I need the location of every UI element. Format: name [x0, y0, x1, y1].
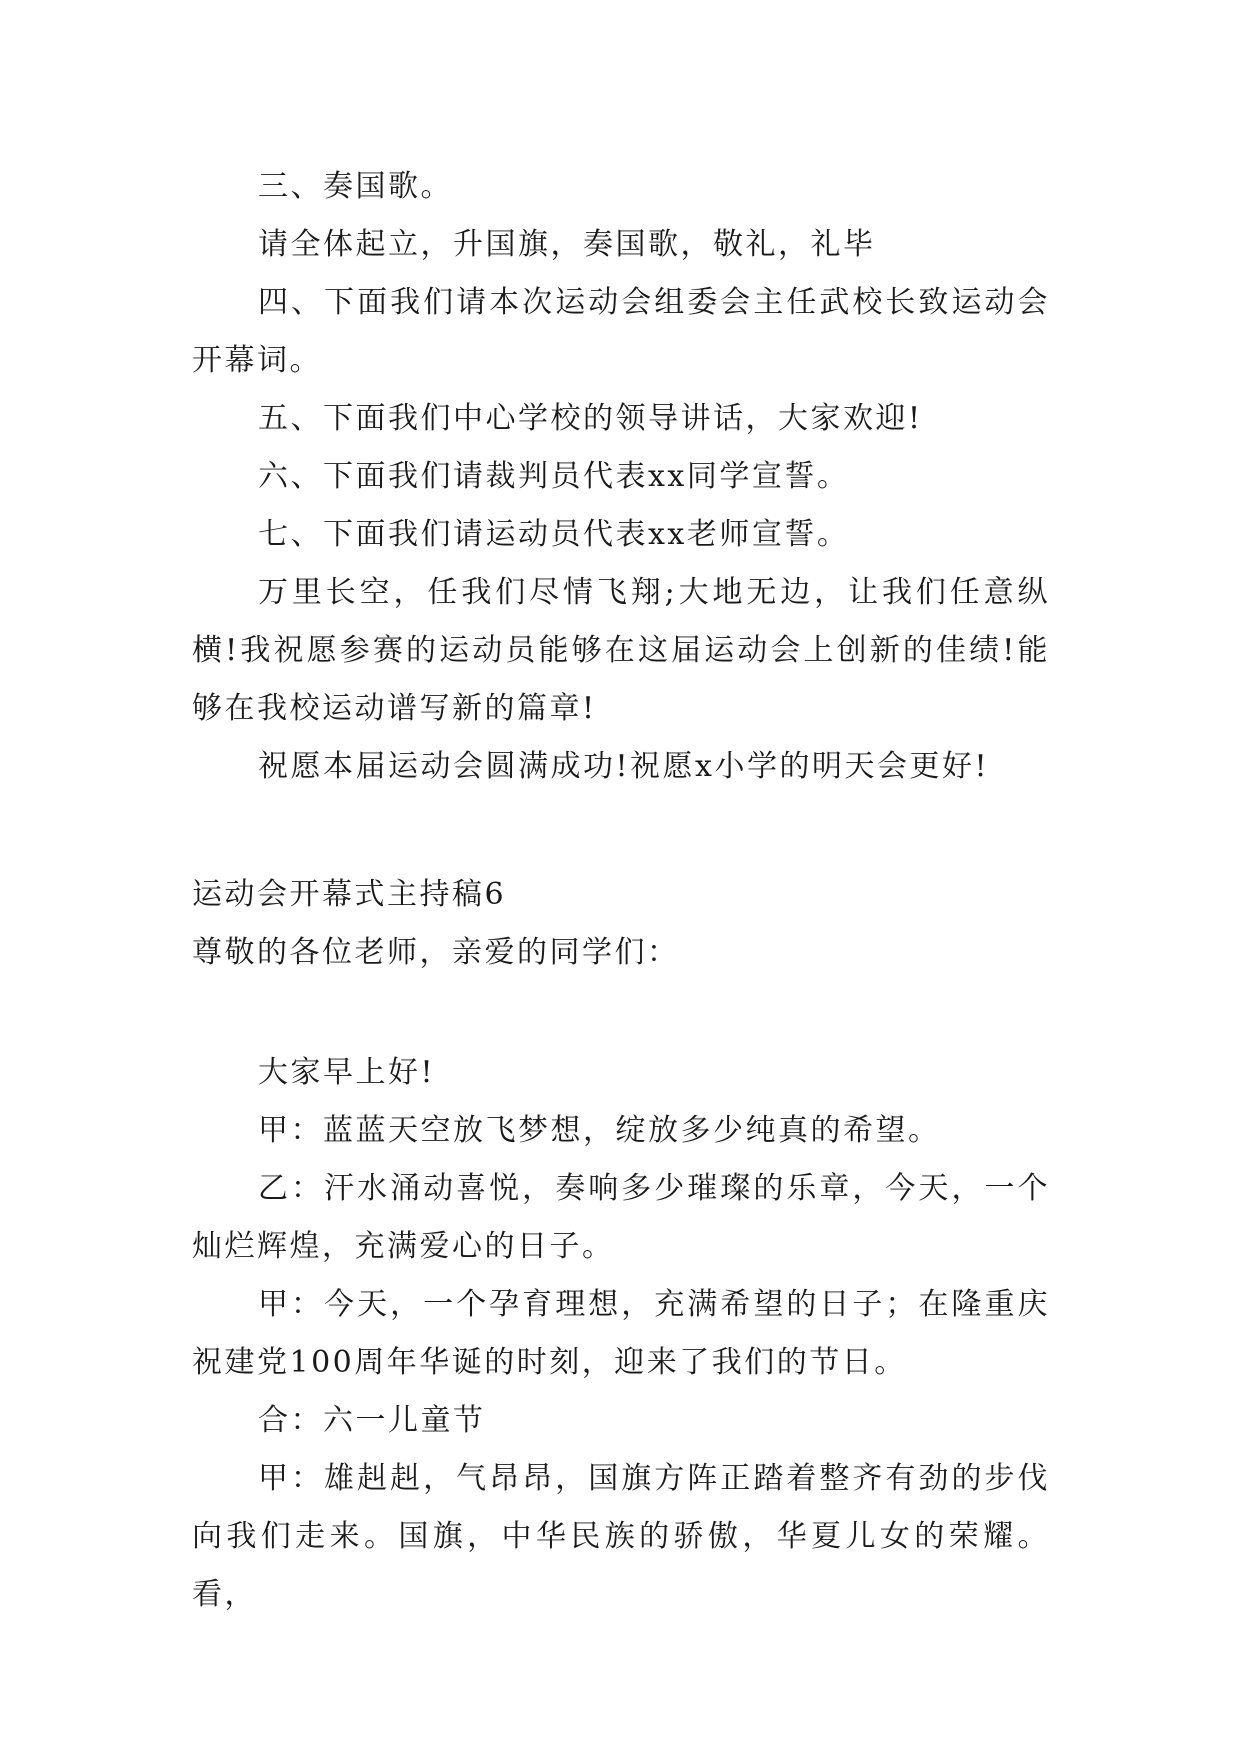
paragraph: 请全体起立，升国旗，奏国歌，敬礼，礼毕: [258, 227, 876, 262]
document-body: [192, 158, 1050, 1624]
salutation: 尊敬的各位老师，亲爱的同学们：: [192, 935, 680, 970]
paragraph: 七、下面我们请运动员代表xx老师宣誓。: [258, 517, 850, 552]
section-spacer: [192, 982, 1050, 1044]
paragraph: 四、下面我们请本次运动会组委会主任武校长致运动会开幕词。: [192, 285, 1050, 378]
paragraph: 五、下面我们中心学校的领导讲话，大家欢迎!: [258, 401, 923, 436]
section-spacer: [192, 796, 1050, 866]
section-title: 运动会开幕式主持稿6: [192, 877, 507, 912]
paragraph: 乙：汗水涌动喜悦，奏响多少璀璨的乐章，今天，一个灿烂辉煌，充满爱心的日子。: [192, 1171, 1050, 1264]
paragraph: 甲：雄赳赳，气昂昂，国旗方阵正踏着整齐有劲的步伐向我们走来。国旗，中华民族的骄傲，华夏儿女的荣耀。看，: [192, 1461, 1050, 1612]
paragraph: 祝愿本届运动会圆满成功!祝愿x小学的明天会更好!: [258, 749, 990, 784]
paragraph: 甲：今天，一个孕育理想，充满希望的日子；在隆重庆祝建党100周年华诞的时刻，迎来了我们的节日。: [192, 1287, 1050, 1380]
paragraph: 三、奏国歌。: [258, 169, 453, 204]
paragraph: 万里长空，任我们尽情飞翔;大地无边，让我们任意纵横!我祝愿参赛的运动员能够在这届运动会上创新的佳绩!能够在我校运动谱写新的篇章!: [192, 575, 1050, 726]
paragraph: 合：六一儿童节: [258, 1403, 486, 1438]
paragraph: 甲：蓝蓝天空放飞梦想，绽放多少纯真的希望。: [258, 1113, 941, 1148]
paragraph: 六、下面我们请裁判员代表xx同学宣誓。: [258, 459, 850, 494]
paragraph: 大家早上好!: [258, 1055, 436, 1090]
